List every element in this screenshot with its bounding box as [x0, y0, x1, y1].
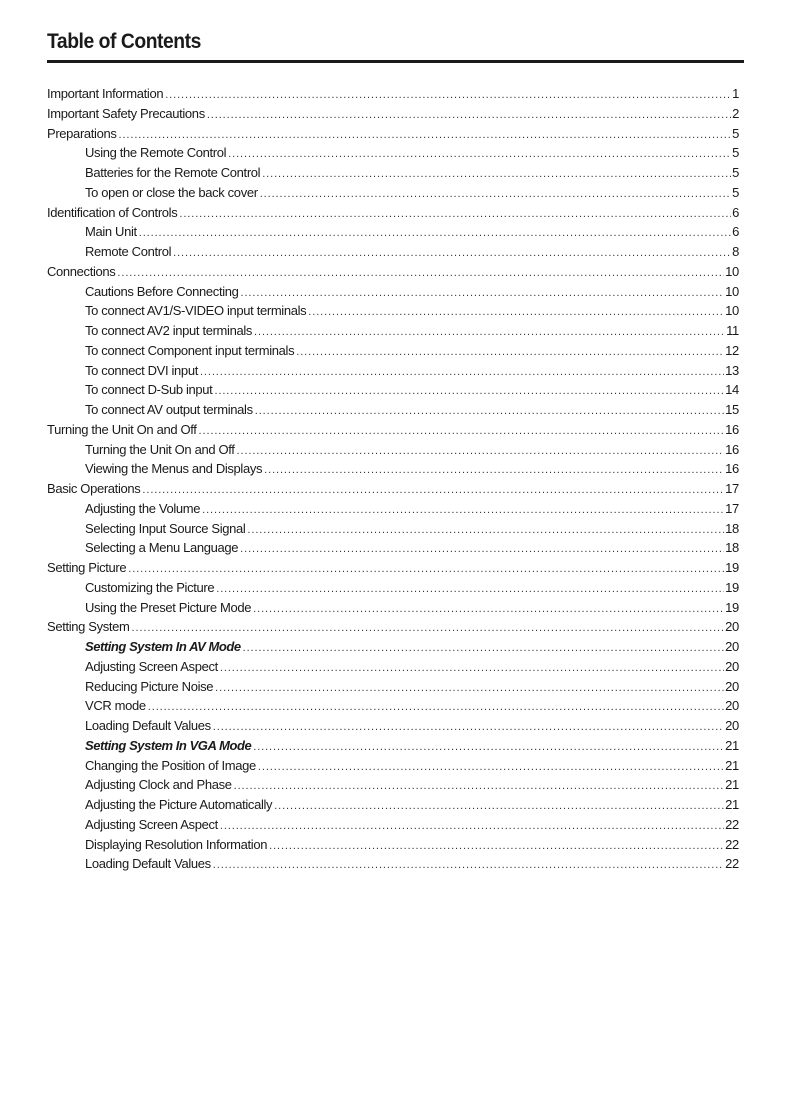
toc-entry-label: Reducing Picture Noise — [85, 678, 214, 694]
toc-page-number: 20 — [725, 678, 739, 694]
toc-subentry — [47, 835, 739, 855]
toc-subentry — [47, 637, 739, 657]
toc-dot-leader — [128, 560, 724, 578]
toc-entry-label: Preparations — [47, 125, 117, 141]
toc-subentry — [47, 696, 739, 716]
toc-page-number: 20 — [725, 619, 739, 635]
toc-page-number: 22 — [725, 816, 739, 832]
toc-page-number: 13 — [725, 362, 739, 378]
toc-dot-leader — [240, 540, 724, 558]
toc-dot-leader — [215, 679, 724, 697]
toc-dot-leader — [241, 284, 725, 302]
toc-page-number: 19 — [725, 599, 739, 615]
toc-entry-label: Turning the Unit On and Off — [47, 421, 197, 437]
toc-dot-leader — [247, 521, 724, 539]
toc-dot-leader — [260, 185, 731, 203]
toc-subentry — [47, 163, 739, 183]
toc-page-number: 1 — [732, 86, 739, 101]
toc-entry-label: Adjusting the Picture Automatically — [85, 797, 273, 812]
toc-entry-label: Loading Default Values — [85, 718, 211, 733]
toc-page-number: 8 — [732, 244, 739, 259]
toc-entry — [47, 558, 739, 578]
toc-subentry — [47, 598, 739, 618]
toc-page-number: 21 — [725, 757, 739, 773]
toc-subentry — [47, 538, 739, 558]
toc-dot-leader — [139, 224, 731, 242]
toc-entry — [47, 104, 739, 124]
toc-page-number: 6 — [732, 204, 739, 220]
toc-dot-leader — [117, 264, 724, 282]
toc-page-number: 6 — [732, 224, 739, 240]
toc-entry-label: Adjusting Screen Aspect — [85, 816, 218, 832]
toc-entry-label: To open or close the back cover — [85, 184, 258, 200]
toc-page-number: 22 — [725, 856, 739, 872]
toc-dot-leader — [173, 244, 731, 262]
toc-page-number: 18 — [725, 540, 739, 556]
toc-entry-label: Batteries for the Remote Control — [85, 165, 261, 180]
toc-entry-label: To connect Component input terminals — [85, 342, 295, 358]
toc-subentry — [47, 795, 739, 815]
toc-entry-label: To connect DVI input — [85, 362, 198, 378]
toc-page-number: 18 — [725, 520, 739, 536]
toc-subentry — [47, 657, 739, 677]
toc-page-number: 19 — [725, 579, 739, 595]
toc-dot-leader — [119, 126, 732, 144]
toc-page-number: 21 — [725, 777, 739, 793]
toc-dot-leader — [202, 501, 724, 519]
toc-dot-leader — [220, 817, 724, 835]
toc-dot-leader — [253, 738, 724, 756]
toc-dot-leader — [132, 619, 725, 637]
toc-page-number: 5 — [732, 184, 739, 200]
toc-subentry — [47, 282, 739, 302]
title-rule — [47, 60, 744, 63]
toc-page-number: 5 — [732, 145, 739, 161]
toc-subentry — [47, 242, 739, 262]
toc-dot-leader — [269, 837, 724, 855]
toc-entry-label: Changing the Position of Image — [85, 757, 256, 773]
toc-dot-leader — [179, 205, 731, 223]
toc-subentry — [47, 440, 739, 460]
toc-subentry — [47, 775, 739, 795]
toc-page-number: 20 — [725, 639, 739, 654]
toc-page-number: 20 — [725, 698, 739, 714]
toc-entry-label: Cautions Before Connecting — [85, 283, 239, 299]
toc-dot-leader — [216, 580, 724, 598]
toc-subentry — [47, 578, 739, 598]
toc-dot-leader — [308, 303, 724, 321]
toc-entry-label: Turning the Unit On and Off — [85, 441, 235, 457]
toc-entry-label: Using the Preset Picture Mode — [85, 599, 252, 615]
toc-dot-leader — [199, 422, 725, 440]
toc-entry-label: Remote Control — [85, 244, 172, 259]
toc-dot-leader — [255, 402, 724, 420]
toc-entry-label: To connect AV1/S-VIDEO input terminals — [85, 303, 307, 319]
toc-list — [47, 84, 739, 874]
toc-page-number: 19 — [725, 560, 739, 575]
toc-subentry — [47, 222, 739, 242]
toc-subentry — [47, 736, 739, 756]
toc-subentry — [47, 677, 739, 697]
toc-entry-label: Displaying Resolution Information — [85, 836, 268, 852]
toc-dot-leader — [213, 718, 724, 736]
toc-entry-label: Basic Operations — [47, 481, 141, 496]
toc-dot-leader — [237, 442, 725, 460]
toc-subentry — [47, 499, 739, 519]
toc-entry-label: Adjusting the Volume — [85, 500, 201, 516]
toc-page-number: 5 — [732, 125, 739, 141]
toc-dot-leader — [142, 481, 724, 499]
toc-entry-label: Main Unit — [85, 224, 137, 240]
toc-subentry — [47, 361, 739, 381]
toc-entry-label: Adjusting Screen Aspect — [85, 658, 218, 674]
toc-dot-leader — [258, 758, 724, 776]
toc-entry-label: Selecting a Menu Language — [85, 540, 239, 556]
toc-entry-label: To connect AV2 input terminals — [85, 323, 253, 338]
toc-entry-label: Using the Remote Control — [85, 145, 227, 161]
toc-dot-leader — [253, 600, 724, 618]
toc-entry-label: Adjusting Clock and Phase — [85, 777, 232, 793]
toc-entry-label: Setting System In VGA Mode — [85, 737, 252, 753]
page-title: Table of Contents — [47, 30, 201, 53]
toc-page-number: 14 — [725, 382, 739, 398]
toc-entry-label: Identification of Controls — [47, 204, 178, 220]
toc-subentry — [47, 459, 739, 479]
toc-dot-leader — [228, 145, 731, 163]
toc-page-number: 15 — [725, 402, 739, 417]
toc-subentry — [47, 321, 739, 341]
toc-dot-leader — [296, 343, 724, 361]
toc-entry-label: Viewing the Menus and Displays — [85, 461, 263, 477]
toc-dot-leader — [234, 777, 725, 795]
toc-subentry — [47, 815, 739, 835]
toc-entry-label: VCR mode — [85, 698, 146, 714]
toc-entry-label: Setting System — [47, 619, 130, 635]
toc-subentry — [47, 143, 739, 163]
toc-page-number: 16 — [725, 461, 739, 477]
toc-subentry — [47, 183, 739, 203]
toc-dot-leader — [207, 106, 731, 124]
toc-page-number: 12 — [725, 342, 739, 358]
toc-page-number: 17 — [725, 481, 739, 496]
toc-page-number: 10 — [725, 263, 739, 279]
toc-dot-leader — [165, 86, 731, 104]
toc-page-number: 11 — [726, 323, 739, 338]
toc-page-number: 10 — [725, 303, 739, 319]
toc-dot-leader — [214, 382, 724, 400]
toc-page-number: 10 — [725, 283, 739, 299]
toc-entry-label: Selecting Input Source Signal — [85, 520, 246, 536]
toc-entry-label: Loading Default Values — [85, 856, 211, 872]
toc-entry — [47, 479, 739, 499]
toc-page-number: 20 — [725, 658, 739, 674]
toc-subentry — [47, 301, 739, 321]
toc-entry — [47, 84, 739, 104]
toc-page-number: 16 — [725, 421, 739, 437]
toc-dot-leader — [264, 461, 724, 479]
toc-entry — [47, 420, 739, 440]
toc-dot-leader — [220, 659, 724, 677]
toc-dot-leader — [274, 797, 724, 815]
toc-page-number: 16 — [725, 441, 739, 457]
toc-entry — [47, 617, 739, 637]
toc-entry-label: Setting Picture — [47, 560, 127, 575]
toc-dot-leader — [213, 856, 724, 874]
toc-entry — [47, 124, 739, 144]
toc-subentry — [47, 519, 739, 539]
toc-page-number: 17 — [725, 500, 739, 516]
toc-subentry — [47, 341, 739, 361]
toc-page-number: 22 — [725, 836, 739, 852]
toc-subentry — [47, 380, 739, 400]
toc-entry-label: Customizing the Picture — [85, 579, 215, 595]
toc-dot-leader — [148, 698, 724, 716]
toc-page-number: 21 — [725, 797, 739, 812]
toc-subentry — [47, 716, 739, 736]
toc-page-number: 21 — [725, 737, 739, 753]
toc-entry-label: Setting System In AV Mode — [85, 639, 241, 654]
toc-page-number: 5 — [732, 165, 739, 180]
toc-entry-label: Important Information — [47, 86, 164, 101]
toc-entry — [47, 203, 739, 223]
toc-page-number: 20 — [725, 718, 739, 733]
toc-subentry — [47, 400, 739, 420]
toc-dot-leader — [254, 323, 725, 341]
toc-entry-label: Important Safety Precautions — [47, 105, 205, 121]
toc-entry-label: To connect D-Sub input — [85, 382, 213, 398]
toc-entry-label: To connect AV output terminals — [85, 402, 253, 417]
toc-page-number: 2 — [732, 105, 739, 121]
toc-subentry — [47, 756, 739, 776]
toc-dot-leader — [262, 165, 731, 183]
toc-entry — [47, 262, 739, 282]
toc-dot-leader — [200, 363, 724, 381]
toc-subentry — [47, 854, 739, 874]
toc-dot-leader — [243, 639, 725, 657]
toc-entry-label: Connections — [47, 263, 116, 279]
